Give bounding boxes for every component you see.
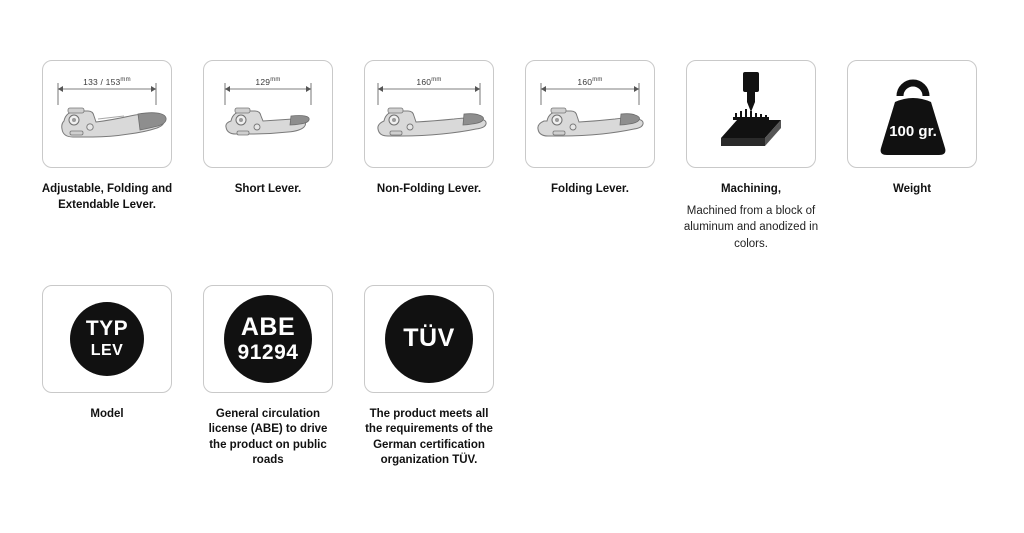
model-card	[42, 285, 172, 393]
feature-caption: Non-Folding Lever.	[376, 183, 482, 195]
dimension-value: 133 / 153	[83, 77, 121, 87]
abe-badge-line1: ABE	[240, 312, 296, 341]
weight-card	[847, 60, 977, 168]
tuv-badge-icon	[385, 295, 473, 383]
feature-caption: Folding Lever.	[551, 183, 629, 195]
tuv-card	[364, 285, 494, 393]
dimension-unit: mm	[270, 77, 281, 84]
dimension-label-non-folding	[365, 77, 493, 87]
feature-caption: Adjustable, Folding and Extendable Lever.	[41, 183, 173, 211]
feature-caption: Short Lever.	[234, 183, 302, 195]
feature-caption: The product meets all the requirements of the German certification organization TÜV.	[365, 407, 493, 467]
feature-cell-machining	[683, 60, 819, 253]
lever-card-non-folding	[364, 60, 494, 168]
lever-card-adjustable	[42, 60, 172, 168]
model-badge-line1: TYP	[85, 317, 129, 341]
model-badge-line2: LEV	[90, 342, 124, 360]
abe-card	[203, 285, 333, 393]
dimension-value: 160	[416, 77, 432, 87]
tuv-badge-line1: TÜV	[403, 324, 455, 353]
lever-card-short	[203, 60, 333, 168]
abe-badge-icon	[224, 295, 312, 383]
dimension-unit: mm	[431, 77, 442, 84]
feature-cell-non-folding-lever	[364, 60, 494, 198]
cnc-machining-icon	[703, 68, 799, 160]
feature-row-certifications	[42, 285, 992, 469]
weight-value: 100 gr.	[889, 123, 937, 140]
feature-subcaption: Machined from a block of aluminum and anodized in colors.	[683, 204, 819, 250]
dimension-unit: mm	[120, 77, 131, 84]
feature-caption: General circulation license (ABE) to drive the product on public roads	[208, 407, 328, 467]
abe-badge-line2: 91294	[237, 340, 299, 364]
feature-cell-tuv	[364, 285, 494, 469]
dimension-unit: mm	[592, 77, 603, 84]
lever-card-folding	[525, 60, 655, 168]
feature-caption: Model	[90, 407, 124, 420]
weight-kettlebell-icon	[863, 66, 961, 162]
dimension-value: 160	[577, 77, 593, 87]
feature-cell-adjustable-lever	[42, 60, 172, 213]
feature-cell-short-lever	[203, 60, 333, 198]
feature-caption: Machining,	[720, 183, 782, 195]
feature-row-primary	[42, 60, 992, 253]
feature-caption: Weight	[892, 183, 932, 195]
machining-card	[686, 60, 816, 168]
feature-cell-model	[42, 285, 172, 423]
model-badge-icon	[70, 302, 144, 376]
dimension-label-folding	[526, 77, 654, 87]
dimension-label-adjustable	[43, 77, 171, 87]
feature-grid	[42, 60, 992, 469]
dimension-value: 129	[255, 77, 271, 87]
dimension-label-short	[204, 77, 332, 87]
feature-cell-abe	[203, 285, 333, 469]
feature-cell-folding-lever	[525, 60, 655, 198]
feature-cell-weight	[847, 60, 977, 198]
